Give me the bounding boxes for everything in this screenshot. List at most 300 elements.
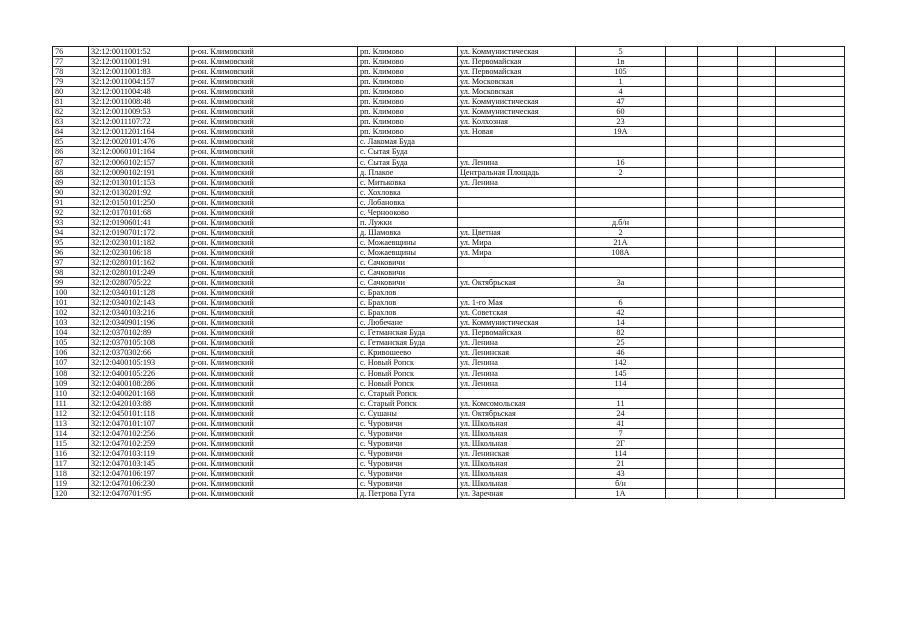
empty-cell <box>698 137 738 147</box>
empty-cell <box>698 67 738 77</box>
empty-cell <box>698 348 738 358</box>
house-number: 6 <box>576 298 666 308</box>
street: ул. Коммунистическая <box>458 97 576 107</box>
street: ул. Ленина <box>458 177 576 187</box>
empty-cell <box>698 167 738 177</box>
table-row <box>53 298 845 308</box>
district: р-он. Климовский <box>189 458 358 468</box>
row-number: 117 <box>53 458 89 468</box>
empty-cell <box>698 97 738 107</box>
empty-cell <box>738 368 776 378</box>
cadastral-number: 32:12:0470106:230 <box>89 479 189 489</box>
cadastral-number: 32:12:0340101:128 <box>89 288 189 298</box>
empty-cell <box>666 77 698 87</box>
street <box>458 147 576 157</box>
empty-cell <box>738 428 776 438</box>
empty-cell <box>698 438 738 448</box>
empty-cell <box>666 378 698 388</box>
empty-cell <box>738 438 776 448</box>
district: р-он. Климовский <box>189 187 358 197</box>
table-row <box>53 348 845 358</box>
empty-cell <box>698 87 738 97</box>
street <box>458 187 576 197</box>
district: р-он. Климовский <box>189 47 358 57</box>
locality: с. Чуровичи <box>358 448 458 458</box>
street: ул. Советская <box>458 308 576 318</box>
locality: с. Сытая Буда <box>358 147 458 157</box>
district: р-он. Климовский <box>189 147 358 157</box>
empty-cell <box>738 197 776 207</box>
empty-cell <box>776 418 845 428</box>
locality: д. Плакое <box>358 167 458 177</box>
district: р-он. Климовский <box>189 368 358 378</box>
locality: с. Лакомая Буда <box>358 137 458 147</box>
table-row <box>53 167 845 177</box>
empty-cell <box>738 418 776 428</box>
empty-cell <box>776 438 845 448</box>
district: р-он. Климовский <box>189 328 358 338</box>
empty-cell <box>776 147 845 157</box>
street: ул. Комсомольская <box>458 398 576 408</box>
house-number <box>576 147 666 157</box>
street: ул. Первомайская <box>458 67 576 77</box>
empty-cell <box>698 388 738 398</box>
house-number: 43 <box>576 468 666 478</box>
table-row <box>53 67 845 77</box>
empty-cell <box>738 378 776 388</box>
empty-cell <box>666 127 698 137</box>
table-row <box>53 458 845 468</box>
empty-cell <box>666 217 698 227</box>
locality: рп. Климово <box>358 127 458 137</box>
house-number: 105 <box>576 67 666 77</box>
row-number: 81 <box>53 97 89 107</box>
district: р-он. Климовский <box>189 428 358 438</box>
empty-cell <box>666 278 698 288</box>
street <box>458 207 576 217</box>
cadastral-number: 32:12:0230106:18 <box>89 247 189 257</box>
table-row <box>53 268 845 278</box>
empty-cell <box>666 227 698 237</box>
empty-cell <box>776 328 845 338</box>
empty-cell <box>698 127 738 137</box>
empty-cell <box>698 489 738 499</box>
street <box>458 257 576 267</box>
cadastral-number: 32:12:0011107:72 <box>89 117 189 127</box>
empty-cell <box>738 137 776 147</box>
row-number: 98 <box>53 268 89 278</box>
empty-cell <box>698 227 738 237</box>
document-table-container <box>52 46 844 499</box>
empty-cell <box>738 408 776 418</box>
empty-cell <box>738 167 776 177</box>
empty-cell <box>698 418 738 428</box>
empty-cell <box>738 107 776 117</box>
house-number: 7 <box>576 428 666 438</box>
house-number: 2Г <box>576 438 666 448</box>
empty-cell <box>776 87 845 97</box>
empty-cell <box>738 207 776 217</box>
house-number: 82 <box>576 328 666 338</box>
locality: п. Лужки <box>358 217 458 227</box>
locality: с. Кривошеево <box>358 348 458 358</box>
row-number: 112 <box>53 408 89 418</box>
empty-cell <box>666 448 698 458</box>
table-row <box>53 438 845 448</box>
row-number: 101 <box>53 298 89 308</box>
district: р-он. Климовский <box>189 398 358 408</box>
street <box>458 268 576 278</box>
row-number: 91 <box>53 197 89 207</box>
street: ул. Коммунистическая <box>458 107 576 117</box>
house-number <box>576 388 666 398</box>
empty-cell <box>698 237 738 247</box>
empty-cell <box>666 97 698 107</box>
cadastral-number: 32:12:0011008:48 <box>89 97 189 107</box>
house-number: 1в <box>576 57 666 67</box>
street: ул. Ленина <box>458 338 576 348</box>
empty-cell <box>666 338 698 348</box>
cadastral-number: 32:12:0011001:83 <box>89 67 189 77</box>
row-number: 100 <box>53 288 89 298</box>
empty-cell <box>666 57 698 67</box>
table-row <box>53 489 845 499</box>
empty-cell <box>738 328 776 338</box>
locality: с. Гетманская Буда <box>358 338 458 348</box>
table-row <box>53 308 845 318</box>
cadastral-number: 32:12:0340103:216 <box>89 308 189 318</box>
street: ул. Школьная <box>458 468 576 478</box>
empty-cell <box>698 177 738 187</box>
empty-cell <box>738 177 776 187</box>
empty-cell <box>776 177 845 187</box>
empty-cell <box>666 157 698 167</box>
locality: с. Брахлов <box>358 298 458 308</box>
empty-cell <box>776 97 845 107</box>
locality: рп. Климово <box>358 77 458 87</box>
district: р-он. Климовский <box>189 67 358 77</box>
row-number: 108 <box>53 368 89 378</box>
table-row <box>53 177 845 187</box>
empty-cell <box>698 197 738 207</box>
cadastral-number: 32:12:0470103:145 <box>89 458 189 468</box>
empty-cell <box>738 268 776 278</box>
street <box>458 288 576 298</box>
empty-cell <box>698 398 738 408</box>
locality: с. Чуровичи <box>358 479 458 489</box>
locality: с. Сачковичи <box>358 278 458 288</box>
cadastral-number: 32:12:0190701:172 <box>89 227 189 237</box>
cadastral-number: 32:12:0060101:164 <box>89 147 189 157</box>
empty-cell <box>698 247 738 257</box>
locality: с. Можаевщины <box>358 247 458 257</box>
street: ул. Ленина <box>458 358 576 368</box>
empty-cell <box>776 117 845 127</box>
empty-cell <box>666 489 698 499</box>
empty-cell <box>666 398 698 408</box>
empty-cell <box>738 257 776 267</box>
empty-cell <box>666 358 698 368</box>
empty-cell <box>666 458 698 468</box>
empty-cell <box>698 107 738 117</box>
district: р-он. Климовский <box>189 117 358 127</box>
empty-cell <box>776 398 845 408</box>
cadastral-number: 32:12:0470102:259 <box>89 438 189 448</box>
street: ул. Ленинская <box>458 448 576 458</box>
empty-cell <box>666 247 698 257</box>
row-number: 99 <box>53 278 89 288</box>
house-number: 5 <box>576 47 666 57</box>
table-row <box>53 247 845 257</box>
street: ул. Мира <box>458 247 576 257</box>
house-number: д.б/н <box>576 217 666 227</box>
empty-cell <box>698 308 738 318</box>
district: р-он. Климовский <box>189 278 358 288</box>
cadastral-number: 32:12:0470101:107 <box>89 418 189 428</box>
empty-cell <box>666 237 698 247</box>
house-number: 14 <box>576 318 666 328</box>
empty-cell <box>698 77 738 87</box>
empty-cell <box>776 127 845 137</box>
house-number: 46 <box>576 348 666 358</box>
house-number <box>576 197 666 207</box>
locality: с. Любечане <box>358 318 458 328</box>
locality: д. Петрова Гута <box>358 489 458 499</box>
empty-cell <box>698 57 738 67</box>
street: ул. Ленина <box>458 368 576 378</box>
street: ул. Ленинская <box>458 348 576 358</box>
cadastral-number: 32:12:0280101:162 <box>89 257 189 267</box>
cadastral-number: 32:12:0130201:92 <box>89 187 189 197</box>
empty-cell <box>776 57 845 67</box>
locality: с. Сытая Буда <box>358 157 458 167</box>
table-row <box>53 87 845 97</box>
empty-cell <box>776 257 845 267</box>
empty-cell <box>738 57 776 67</box>
locality: с. Митьковка <box>358 177 458 187</box>
district: р-он. Климовский <box>189 97 358 107</box>
row-number: 113 <box>53 418 89 428</box>
empty-cell <box>666 479 698 489</box>
empty-cell <box>738 117 776 127</box>
table-row <box>53 57 845 67</box>
row-number: 120 <box>53 489 89 499</box>
empty-cell <box>666 418 698 428</box>
empty-cell <box>698 358 738 368</box>
empty-cell <box>738 308 776 318</box>
row-number: 111 <box>53 398 89 408</box>
district: р-он. Климовский <box>189 227 358 237</box>
empty-cell <box>666 298 698 308</box>
empty-cell <box>776 338 845 348</box>
empty-cell <box>738 448 776 458</box>
locality: рп. Климово <box>358 97 458 107</box>
house-number: 21 <box>576 458 666 468</box>
empty-cell <box>666 107 698 117</box>
table-row <box>53 278 845 288</box>
street: ул. Коммунистическая <box>458 47 576 57</box>
table-row <box>53 207 845 217</box>
empty-cell <box>776 268 845 278</box>
locality: рп. Климово <box>358 117 458 127</box>
district: р-он. Климовский <box>189 247 358 257</box>
table-row <box>53 408 845 418</box>
row-number: 107 <box>53 358 89 368</box>
district: р-он. Климовский <box>189 127 358 137</box>
district: р-он. Климовский <box>189 268 358 278</box>
row-number: 102 <box>53 308 89 318</box>
cadastral-number: 32:12:0011004:157 <box>89 77 189 87</box>
empty-cell <box>776 187 845 197</box>
house-number: 60 <box>576 107 666 117</box>
house-number: 16 <box>576 157 666 167</box>
empty-cell <box>666 197 698 207</box>
district: р-он. Климовский <box>189 448 358 458</box>
house-number <box>576 177 666 187</box>
house-number <box>576 288 666 298</box>
cadastral-number: 32:12:0280101:249 <box>89 268 189 278</box>
cadastral-number: 32:12:0020101:476 <box>89 137 189 147</box>
cadastral-number: 32:12:0370102:89 <box>89 328 189 338</box>
empty-cell <box>738 458 776 468</box>
row-number: 85 <box>53 137 89 147</box>
district: р-он. Климовский <box>189 388 358 398</box>
cadastral-number: 32:12:0170101:68 <box>89 207 189 217</box>
empty-cell <box>776 308 845 318</box>
table-row <box>53 479 845 489</box>
empty-cell <box>698 117 738 127</box>
locality: с. Лобановка <box>358 197 458 207</box>
street: ул. Октябрьская <box>458 278 576 288</box>
empty-cell <box>776 408 845 418</box>
house-number: 23 <box>576 117 666 127</box>
empty-cell <box>738 97 776 107</box>
house-number <box>576 257 666 267</box>
house-number: 41 <box>576 418 666 428</box>
table-row <box>53 418 845 428</box>
row-number: 94 <box>53 227 89 237</box>
street <box>458 197 576 207</box>
house-number: 4 <box>576 87 666 97</box>
house-number <box>576 137 666 147</box>
cadastral-number: 32:12:0011004:48 <box>89 87 189 97</box>
street: ул. Московская <box>458 87 576 97</box>
house-number: 2 <box>576 167 666 177</box>
locality: с. Брахлов <box>358 288 458 298</box>
locality: с. Старый Ропск <box>358 388 458 398</box>
empty-cell <box>666 428 698 438</box>
street: ул. Октябрьская <box>458 408 576 418</box>
street <box>458 388 576 398</box>
table-row <box>53 107 845 117</box>
empty-cell <box>666 147 698 157</box>
cadastral-number: 32:12:0470103:119 <box>89 448 189 458</box>
empty-cell <box>776 448 845 458</box>
street: ул. Коммунистическая <box>458 318 576 328</box>
district: р-он. Климовский <box>189 378 358 388</box>
empty-cell <box>738 187 776 197</box>
empty-cell <box>776 489 845 499</box>
cadastral-number: 32:12:0340102:143 <box>89 298 189 308</box>
empty-cell <box>698 278 738 288</box>
locality: с. Можаевщины <box>358 237 458 247</box>
district: р-он. Климовский <box>189 157 358 167</box>
district: р-он. Климовский <box>189 177 358 187</box>
empty-cell <box>698 368 738 378</box>
locality: с. Новый Ропск <box>358 358 458 368</box>
house-number: 24 <box>576 408 666 418</box>
street: ул. Первомайская <box>458 57 576 67</box>
street: Центральная Площадь <box>458 167 576 177</box>
row-number: 76 <box>53 47 89 57</box>
district: р-он. Климовский <box>189 408 358 418</box>
cadastral-number: 32:12:0400105:193 <box>89 358 189 368</box>
table-row <box>53 318 845 328</box>
empty-cell <box>776 358 845 368</box>
empty-cell <box>776 67 845 77</box>
empty-cell <box>666 438 698 448</box>
district: р-он. Климовский <box>189 77 358 87</box>
empty-cell <box>738 217 776 227</box>
locality: с. Сачковичи <box>358 268 458 278</box>
empty-cell <box>776 278 845 288</box>
empty-cell <box>776 207 845 217</box>
empty-cell <box>738 247 776 257</box>
empty-cell <box>776 458 845 468</box>
empty-cell <box>738 87 776 97</box>
table-row <box>53 47 845 57</box>
street: ул. Школьная <box>458 479 576 489</box>
row-number: 96 <box>53 247 89 257</box>
empty-cell <box>776 237 845 247</box>
empty-cell <box>738 338 776 348</box>
row-number: 105 <box>53 338 89 348</box>
locality: рп. Климово <box>358 47 458 57</box>
cadastral-number: 32:12:0470106:197 <box>89 468 189 478</box>
house-number: 19А <box>576 127 666 137</box>
district: р-он. Климовский <box>189 348 358 358</box>
table-row <box>53 448 845 458</box>
district: р-он. Климовский <box>189 167 358 177</box>
empty-cell <box>698 217 738 227</box>
empty-cell <box>738 47 776 57</box>
empty-cell <box>666 47 698 57</box>
empty-cell <box>698 207 738 217</box>
district: р-он. Климовский <box>189 489 358 499</box>
table-row <box>53 338 845 348</box>
empty-cell <box>776 217 845 227</box>
empty-cell <box>738 318 776 328</box>
district: р-он. Климовский <box>189 358 358 368</box>
empty-cell <box>776 47 845 57</box>
empty-cell <box>738 237 776 247</box>
street: ул. Школьная <box>458 438 576 448</box>
house-number: б/н <box>576 479 666 489</box>
empty-cell <box>776 388 845 398</box>
empty-cell <box>666 137 698 147</box>
locality: с. Чернооково <box>358 207 458 217</box>
cadastral-number: 32:12:0450101:118 <box>89 408 189 418</box>
row-number: 88 <box>53 167 89 177</box>
row-number: 79 <box>53 77 89 87</box>
cadastral-number: 32:12:0060102:157 <box>89 157 189 167</box>
street: ул. Школьная <box>458 418 576 428</box>
district: р-он. Климовский <box>189 468 358 478</box>
empty-cell <box>666 308 698 318</box>
empty-cell <box>738 127 776 137</box>
row-number: 87 <box>53 157 89 167</box>
street: ул. Ленина <box>458 157 576 167</box>
